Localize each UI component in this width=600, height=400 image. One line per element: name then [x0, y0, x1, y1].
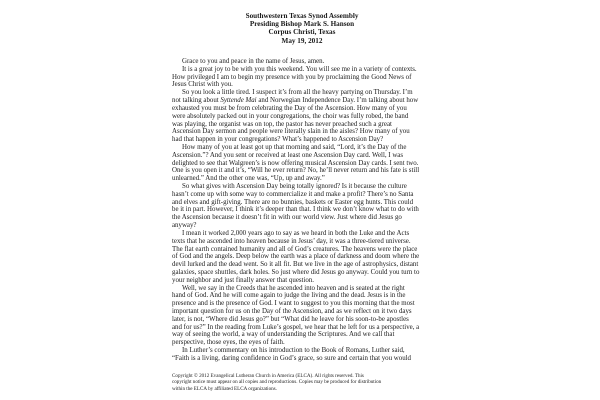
text-line: Well, we say in the Creeds that he ascended into heaven and is seated at the right — [182, 284, 405, 292]
text-line: the Ascension because it doesn’t fit in with our world view. Just where did Jesus go — [172, 214, 402, 222]
text-line: texts that he ascended into heaven because in Jesus’ day, it was a three-tiered universe. — [172, 237, 411, 245]
text-line: unlearned.” And the other one was, “Up, up and away.” — [172, 175, 325, 183]
text-line: and for us?” In the reading from Luke’s gospel, we hear that he left for us a perspective, a — [172, 323, 420, 331]
text-line: were absolutely packed out in your congregations, the choir was fully robed, the band — [172, 112, 409, 120]
text-line: delighted to see that Walgreen’s is now offering musical Ascension Day cards. I sent two. — [172, 159, 419, 167]
text-line: One is you open it and it’s, “Will he ever return? No, he’ll never return and his fate is still — [172, 167, 420, 175]
text-line: So you look a little tired. I suspect it’s from all the heavy partying on Thursday. I’m — [182, 89, 413, 97]
text-line: How privileged I am to begin my presence with you by proclaiming the Good News of — [172, 73, 412, 81]
text-line: anyway? — [172, 222, 197, 230]
text-line: In Luther’s commentary on his introduction to the Book of Romans, Luther said, — [182, 347, 405, 355]
text-line: was playing, the organist was on top, the pastor has never preached such a great — [172, 120, 392, 128]
copyright-line: within the ELCA by affiliated ELCA organizations. — [172, 385, 277, 392]
text-line: exhausted you must be from celebrating the Day of the Ascension. How many of you — [172, 104, 407, 112]
text-line: How many of you at least got up that morning and said, “Lord, it’s the Day of the — [182, 143, 407, 151]
text-line: important question for us on the Day of the Ascension, and as we reflect on it two days — [172, 308, 412, 315]
text-line: “Faith is a living, daring confidence in God’s grace, so sure and certain that you would — [172, 354, 412, 362]
text-line: I mean it worked 2,000 years ago to say as we heard in both the Luke and the Acts — [182, 229, 410, 237]
text-line: of God and the angels. Deep below the earth was a place of darkness and doom where the — [172, 253, 420, 261]
text-line: be it in part. However, I think it’s deeper than that. I think we don’t know what to do with — [172, 206, 419, 214]
location: Corpus Christi, Texas — [268, 28, 336, 37]
text-line: Ascension Day sermon and people were literally slain in the aisles? How many of you — [172, 128, 410, 136]
speaker-name: Presiding Bishop Mark S. Hanson — [249, 20, 355, 29]
text-line: hasn’t come up with some way to commercialize it and make a profit? There’s no Santa — [172, 190, 414, 198]
document-header — [172, 12, 432, 45]
text-line: your neighbor and just finally answer that question. — [172, 276, 314, 284]
text-line: had that happen in your congregations? What’s happened to Ascension Day? — [172, 136, 384, 144]
text-line: It is a great joy to be with you this weekend. You will see me in a variety of contexts. — [182, 65, 417, 73]
text-line: hand of God. And he will come again to judge the living and the dead. Jesus is in the — [172, 292, 406, 300]
date: May 19, 2012 — [281, 36, 323, 45]
text-line: galaxies, space shuttles, dark holes. So just where did Jesus go anyway. Could you turn to — [172, 268, 420, 276]
text-line: presence and is the presence of God. I want to suggest to you this morning that the most — [172, 300, 415, 308]
text-line: Jesus Christ with you. — [172, 81, 233, 89]
copyright-line: Copyright © 2012 Evangelical Lutheran Church in America (ELCA). All rights reserved. This — [172, 373, 364, 379]
assembly-title: Southwestern Texas Synod Assembly — [245, 12, 359, 20]
text-line: perspective, those eyes, the eyes of faith. — [172, 339, 285, 347]
text-line: way of seeing the world, a way of understanding the Scriptures. And we call that — [172, 331, 395, 339]
text-line: The flat earth contained humanity and all of God’s creatures. The heavens were the place — [172, 245, 418, 253]
copyright-line: copyright notice must appear on all copies and reproductions. Copies may be produced for distribution — [172, 379, 382, 386]
text-line: Grace to you and peace in the name of Jesus, amen. — [182, 58, 325, 65]
text-line: Ascension.”? And you sent or received at least one Ascension Day card. Well, I was — [172, 151, 404, 159]
text-line: So what gives with Ascension Day being totally ignored? Is it because the culture — [182, 183, 407, 190]
text-line: not talking about Syttende Mai and Norwegian Independence Day. I’m talking about how — [172, 97, 419, 105]
text-line: later, is not, “Where did Jesus go?” but “What did he leave for his soon-to-be apostles — [172, 315, 409, 323]
text-line: and elves and gift-giving. There are no bunnies, baskets or Easter egg hunts. This could — [172, 198, 414, 206]
text-line: devil lurked and the dead went. So it all fit. But we live in the age of astrophysics, distant — [172, 261, 419, 269]
sermon-body — [172, 58, 434, 363]
copyright-notice — [172, 373, 434, 392]
